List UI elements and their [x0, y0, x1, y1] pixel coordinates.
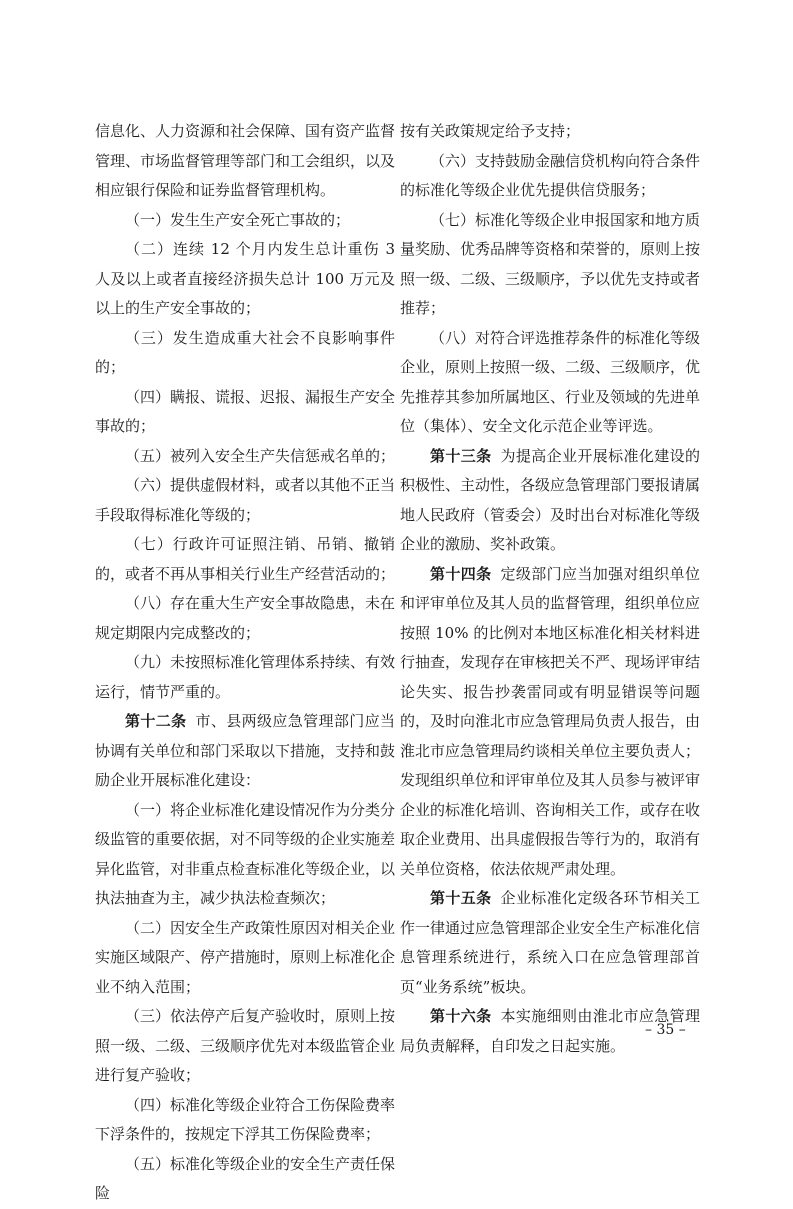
article-title: 第十六条 — [430, 1007, 492, 1025]
article-title: 第十五条 — [430, 889, 492, 907]
article-body: 市、县两级应急管理部门应当协调有关单位和部门采取以下措施，支持和鼓励企业开展标准化建设： — [95, 712, 396, 789]
list-item: （八）存在重大生产安全事故隐患，未在规定期限内完成整改的； — [95, 594, 396, 642]
list-item: （六）支持鼓励金融信贷机构向符合条件的标准化等级企业优先提供信贷服务； — [400, 151, 701, 199]
article-paragraph — [400, 560, 700, 885]
article-paragraph — [95, 707, 395, 796]
list-item: （一）将企业标准化建设情况作为分类分级监管的重要依据，对不同等级的企业实施差异化监管，对非重点检查标准化等级企业，以执法抽查为主，减少执法检查频次； — [95, 800, 396, 907]
article-body: 本实施细则由淮北市应急管理局负责解释，自印发之日起实施。 — [400, 1007, 700, 1055]
list-item: （五）被列入安全生产失信惩戒名单的； — [125, 446, 396, 465]
paragraph: 信息化、人力资源和社会保障、国有资产监督管理、市场监督管理等部门和工会组织，以及相应银行保险和证券监督管理机构。 — [95, 122, 396, 199]
left-column — [95, 117, 395, 1209]
article-title: 第十三条 — [430, 446, 492, 465]
list-item: （三）发生造成重大社会不良影响事件的； — [95, 328, 395, 376]
list-item: （五）标准化等级企业的安全生产责任保险 — [95, 1154, 396, 1202]
article-body: 定级部门应当加强对组织单位和评审单位及其人员的监督管理，组织单位应按照 10% 的比例对本地区标准化相关材料进行抽查，发现存在审核把关不严、现场评审结论失实、报告抄袭雷同或有明显错误等问题的，及时向淮北市应急管理局负责人报告，由淮北市应急管理局约谈相关单位主要负责人；发现组织单位和评审单位及其人员参与被评审企业的标准化培训、咨询相关工作，或存在收取企业费用、出具虚假报告等行为的，取消有关单位资格，依法依规严肃处理。 — [400, 564, 701, 878]
article-title: 第十二条 — [125, 712, 187, 730]
list-item: （四）瞒报、谎报、迟报、漏报生产安全事故的； — [95, 387, 396, 435]
list-item: （八）对符合评选推荐条件的标准化等级企业，原则上按照一级、二级、三级顺序，优先推荐其参加所属地区、行业及领域的先进单位（集体）、安全文化示范企业等评选。 — [400, 328, 701, 435]
page-number: – 35 – — [645, 1022, 686, 1038]
list-item: （二）连续 12 个月内发生总计重伤 3 人及以上或者直接经济损失总计 100 万元及以上的生产安全事故的； — [95, 240, 395, 317]
list-item: （一）发生生产安全死亡事故的； — [125, 210, 351, 229]
right-column — [400, 117, 700, 1061]
article-title: 第十四条 — [430, 564, 492, 583]
list-item: （三）依法停产后复产验收时，原则上按照一级、二级、三级顺序优先对本级监管企业进行复产验收； — [95, 1007, 396, 1084]
paragraph: 按有关政策规定给予支持； — [400, 122, 581, 140]
article-body: 企业标准化定级各环节相关工作一律通过应急管理部企业安全生产标准化信息管理系统进行，系统入口在应急管理部首页“业务系统”板块。 — [400, 889, 701, 996]
list-item: （七）标准化等级企业申报国家和地方质量奖励、优秀品牌等资格和荣誉的，原则上按照一级、二级、三级顺序，予以优先支持或者推荐； — [400, 210, 701, 317]
article-paragraph — [400, 442, 700, 560]
list-item: （四）标准化等级企业符合工伤保险费率下浮条件的，按规定下浮其工伤保险费率； — [95, 1095, 396, 1143]
list-item: （九）未按照标准化管理体系持续、有效运行，情节严重的。 — [95, 653, 396, 701]
article-paragraph — [400, 884, 700, 1002]
list-item: （七）行政许可证照注销、吊销、撤销的，或者不再从事相关行业生产经营活动的； — [95, 535, 396, 583]
article-body: 为提高企业开展标准化建设的积极性、主动性，各级应急管理部门要报请属地人民政府（管委会）及时出台对标准化等级企业的激励、奖补政策。 — [400, 446, 701, 553]
list-item: （六）提供虚假材料，或者以其他不正当手段取得标准化等级的； — [95, 476, 396, 524]
list-item: （二）因安全生产政策性原因对相关企业实施区域限产、停产措施时，原则上标准化企业不纳入范围； — [95, 918, 396, 996]
